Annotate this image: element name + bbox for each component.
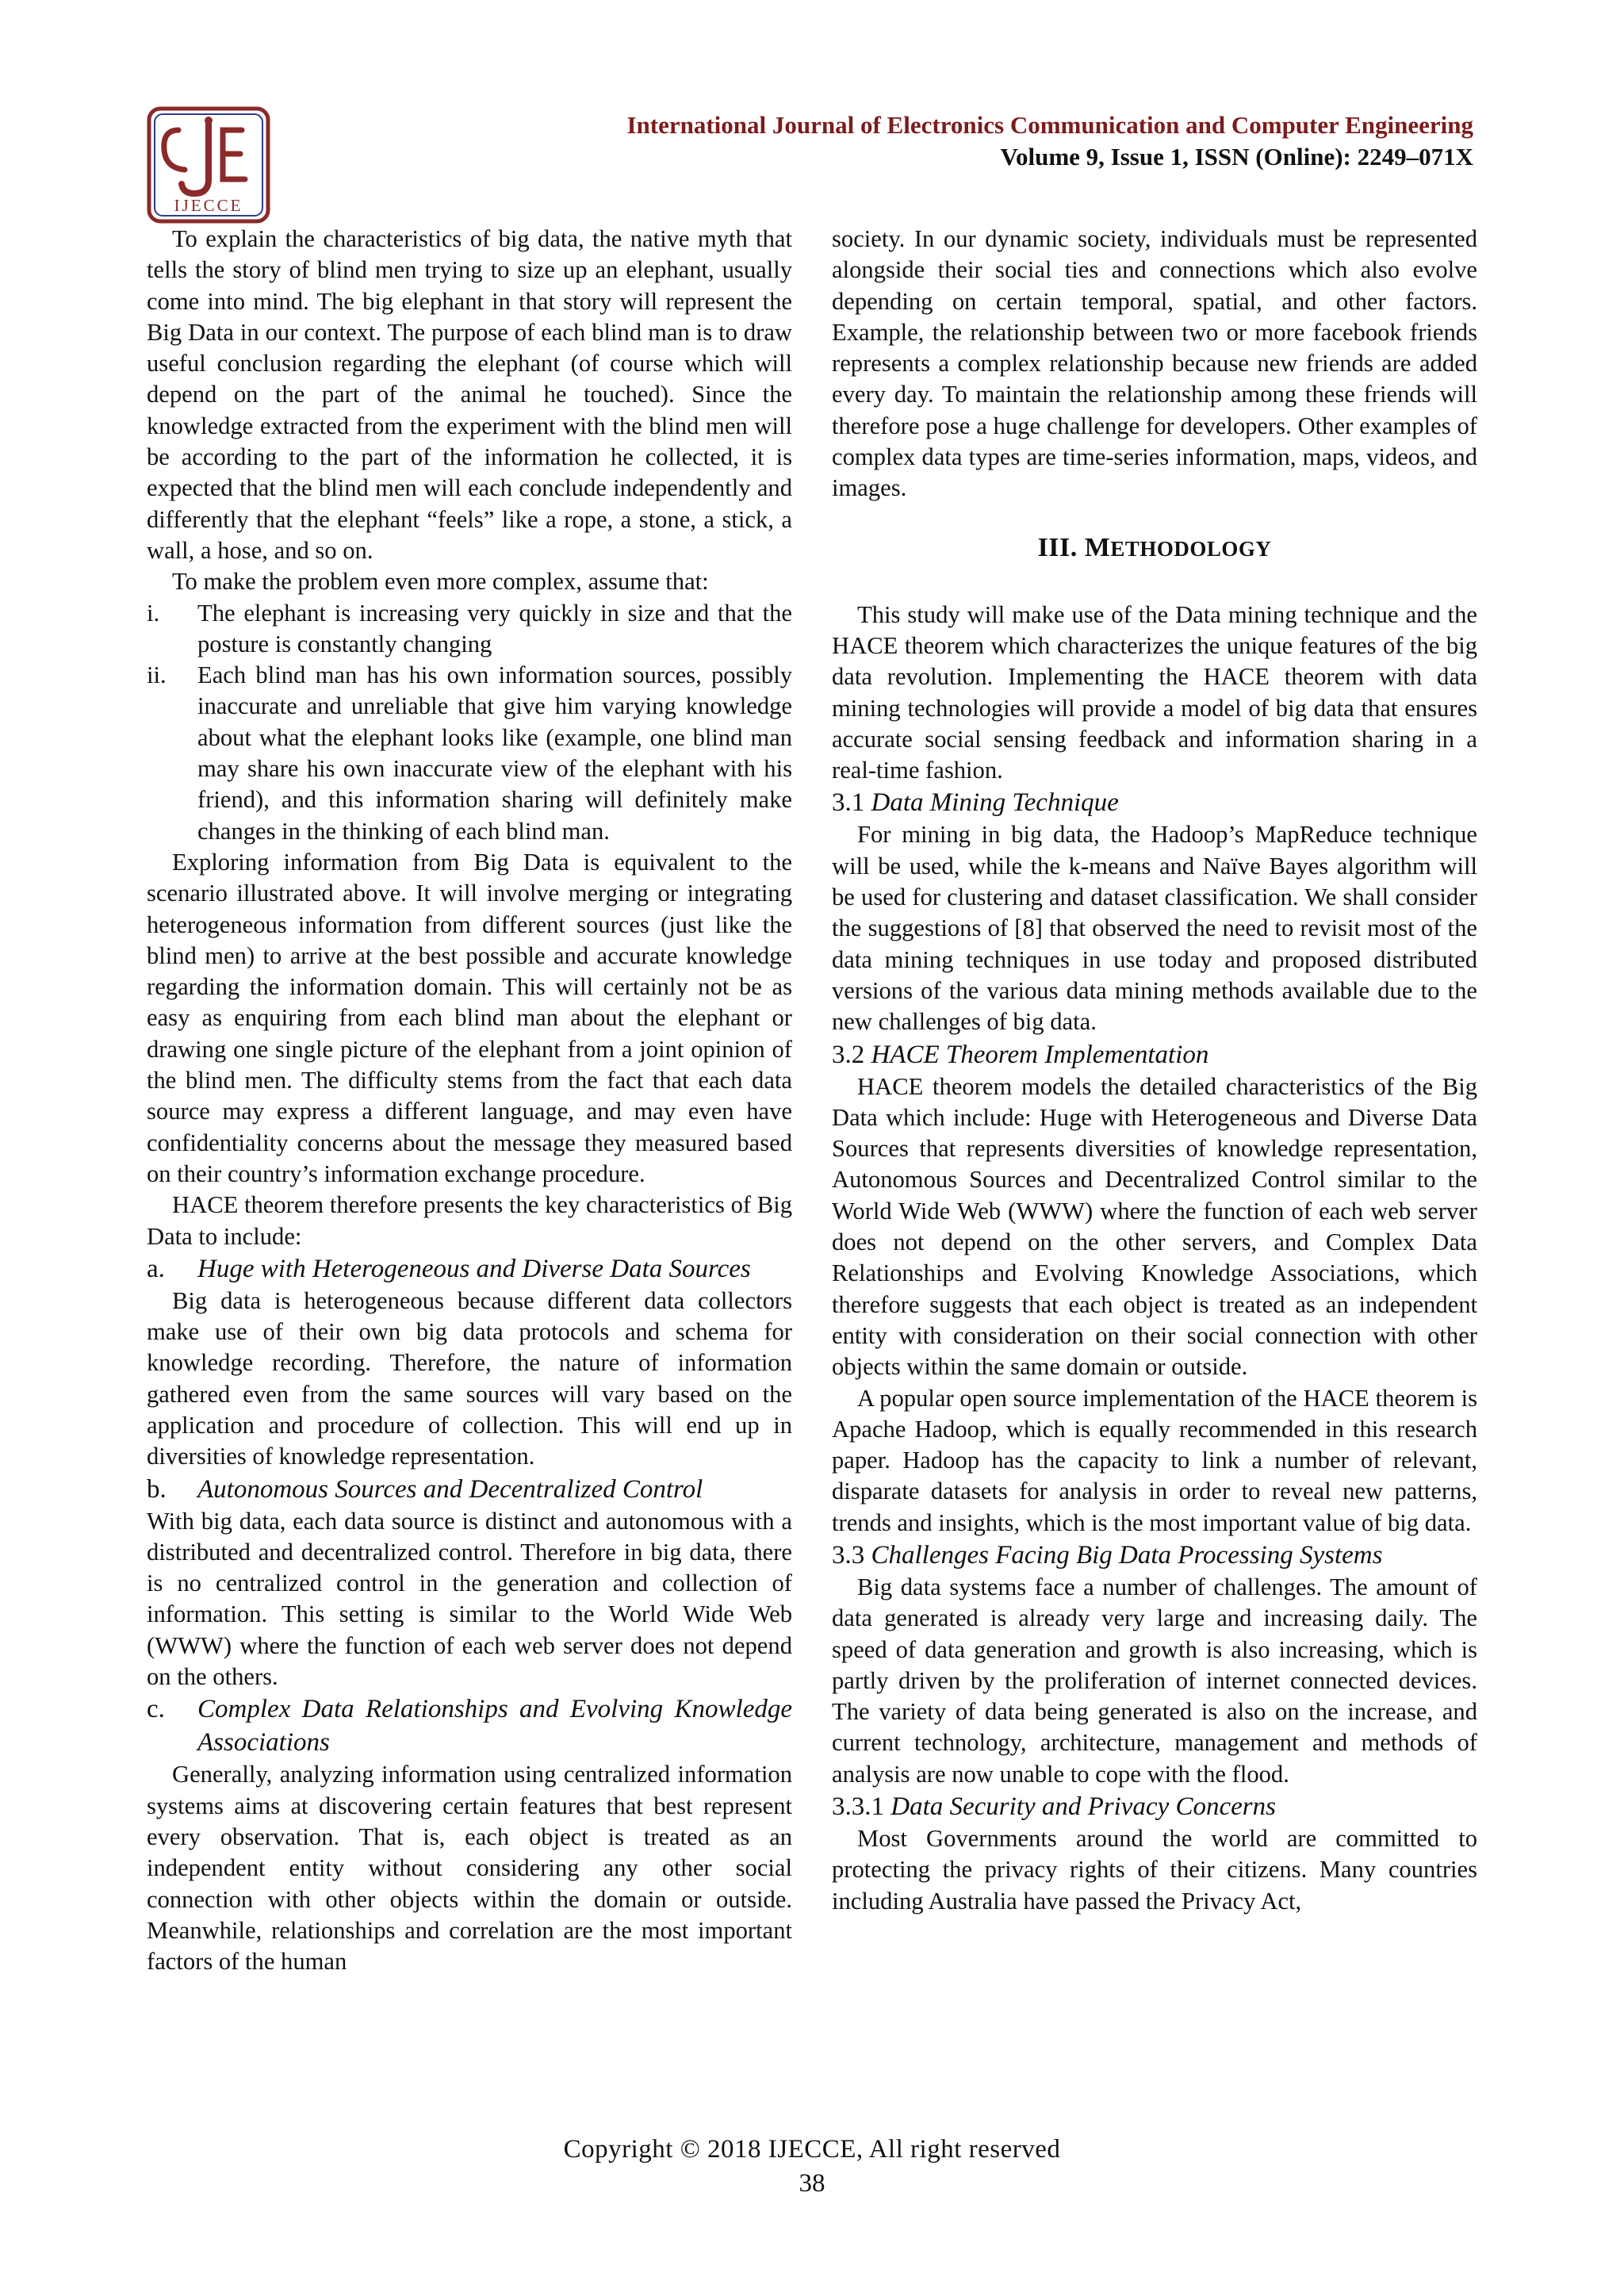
section-number: III. bbox=[1037, 532, 1078, 562]
paragraph: To make the problem even more complex, assume that: bbox=[172, 568, 709, 596]
section-title-rest: ETHODOLOGY bbox=[1110, 536, 1272, 561]
journal-volume: Volume 9, Issue 1, ISSN (Online): 2249–071X bbox=[1000, 143, 1473, 171]
subheading-marker: c. bbox=[147, 1695, 165, 1724]
left-column bbox=[147, 224, 792, 2115]
page-number: 38 bbox=[799, 2169, 825, 2198]
subsection-number: 3.3.1 bbox=[832, 1792, 884, 1822]
paragraph: With big data, each data source is distinct and autonomous with a distributed and decentralized control. Therefore in big data, there is no centralized control in the generation and collection of information. This setting is similar to the World Wide Web (WWW) where the function of each web server does not depend on the others. bbox=[147, 1507, 792, 1691]
subsection-title: Data Security and Privacy Concerns bbox=[891, 1792, 1276, 1822]
section-title-initial: M bbox=[1084, 532, 1111, 562]
list-item bbox=[147, 598, 792, 661]
journal-logo bbox=[147, 106, 270, 224]
subheading-title: Complex Data Relationships and Evolving Knowledge Associations bbox=[197, 1695, 792, 1757]
subheading-marker: a. bbox=[147, 1254, 165, 1283]
subsection-number: 3.1 bbox=[832, 788, 865, 818]
paragraph: A popular open source implementation of the HACE theorem is Apache Hadoop, which is equally recommended in this research paper. Hadoop has the capacity to link a number of relevant, disparate datasets for analysis in order to reveal new patterns, trends and insights, which is the most important value of big data. bbox=[832, 1384, 1477, 1536]
subsection-title: HACE Theorem Implementation bbox=[871, 1040, 1209, 1069]
paragraph: For mining in big data, the Hadoop’s MapReduce technique will be used, while the k-means and Naïve Bayes algorithm will be used for clustering and dataset classification. We shall consider the suggestions of [8] that observed the need to revisit most of the data mining techniques in use today and proposed distributed versions of the various data mining methods available due to the new challenges of big data. bbox=[832, 821, 1477, 1036]
paragraph: Most Governments around the world are committed to protecting the privacy rights of their citizens. Many countries including Australia have passed the Privacy Act, bbox=[832, 1825, 1477, 1915]
list-text: The elephant is increasing very quickly in size and that the posture is constantly changing bbox=[197, 599, 792, 657]
subheading-title: Huge with Heterogeneous and Diverse Data Sources bbox=[197, 1254, 751, 1283]
paragraph: HACE theorem therefore presents the key characteristics of Big Data to include: bbox=[147, 1191, 792, 1250]
subsection-heading-3-3 bbox=[832, 1539, 1477, 1572]
assumption-list bbox=[147, 598, 792, 847]
list-marker: ii. bbox=[147, 661, 167, 689]
copyright-footer: Copyright © 2018 IJECCE, All right reserved bbox=[563, 2135, 1061, 2164]
paragraph: Big data is heterogeneous because different data collectors make use of their own big data protocols and schema for knowledge recording. Therefore, the nature of information gathered even from the same sources will vary based on the application and procedure of collection. This will end up in diversities of knowledge representation. bbox=[147, 1286, 792, 1470]
subsection-title: Challenges Facing Big Data Processing Systems bbox=[871, 1540, 1383, 1570]
subsection-title: Data Mining Technique bbox=[871, 788, 1119, 818]
paragraph: Exploring information from Big Data is equivalent to the scenario illustrated above. It will involve merging or integrating heterogeneous information from different sources (just like the blind men) to arrive at the best possible and accurate knowledge regarding the information domain. This will certainly not be as easy as enquiring from each blind man about the elephant or drawing one single picture of the elephant from a joint opinion of the blind men. The difficulty stems from the fact that each data source may express a different language, and may even have confidentiality concerns about the message they measured based on their country’s information exchange procedure. bbox=[147, 848, 792, 1187]
subheading-a bbox=[147, 1252, 792, 1286]
subsection-heading-3-3-1 bbox=[832, 1790, 1477, 1823]
paragraph: To explain the characteristics of big data, the native myth that tells the story of blind men trying to size up an elephant, usually come into mind. The big elephant in that story will represent the Big Data in our context. The purpose of each blind man is to draw useful conclusion regarding the elephant (of course which will depend on the part of the animal he touched). Since the knowledge extracted from the experiment with the blind men will be according to the part of the information he collected, it is expected that the blind men will each conclude independently and differently that the elephant “feels” like a rope, a stone, a stick, a wall, a hose, and so on. bbox=[147, 225, 792, 564]
subheading-b bbox=[147, 1473, 792, 1506]
list-text: Each blind man has his own information sources, possibly inaccurate and unreliable that give him varying knowledge about what the elephant looks like (example, one blind man may share his own inaccurate view of the elephant with his friend), and this information sharing will definitely make changes in the thinking of each blind man. bbox=[197, 661, 792, 845]
subheading-c bbox=[147, 1692, 792, 1759]
right-column bbox=[832, 224, 1477, 2115]
subsection-number: 3.3 bbox=[832, 1540, 865, 1570]
paragraph: This study will make use of the Data mining technique and the HACE theorem which characterizes the unique features of the big data revolution. Implementing the HACE theorem with data mining technologies will provide a model of big data that ensures accurate social sensing feedback and information sharing in a real-time fashion. bbox=[832, 600, 1477, 784]
section-heading bbox=[832, 533, 1477, 563]
paragraph: society. In our dynamic society, individuals must be represented alongside their social ties and connections which also evolve depending on certain temporal, spatial, and other factors. Example, the relationship between two or more facebook friends represents a complex relationship because new friends are added every day. To maintain the relationship among these friends will therefore pose a huge challenge for developers. Other examples of complex data types are time-series information, maps, videos, and images. bbox=[832, 225, 1477, 502]
svg-text:IJECCE: IJECCE bbox=[174, 196, 243, 215]
subsection-number: 3.2 bbox=[832, 1040, 865, 1069]
paragraph: Generally, analyzing information using centralized information systems aims at discovering certain features that best represent every observation. That is, each object is treated as an independent entity without considering any other social connection with other objects within the domain or outside. Meanwhile, relationships and correlation are the most important factors of the human bbox=[147, 1761, 792, 1976]
paragraph: Big data systems face a number of challenges. The amount of data generated is already very large and increasing daily. The speed of data generation and growth is also increasing, which is partly driven by the proliferation of internet connected devices. The variety of data being generated is also on the increase, and current technology, architecture, management and methods of analysis are now unable to cope with the flood. bbox=[832, 1573, 1477, 1788]
paragraph: HACE theorem models the detailed characteristics of the Big Data which include: Huge with Heterogeneous and Diverse Data Sources that represents diversities of knowledge representation, Autonomous Sources and Decentralized Control similar to the World Wide Web (WWW) where the function of each web server does not depend on the other servers, and Complex Data Relationships and Evolving Knowledge Associations, which therefore suggests that each object is treated as an independent entity with consideration on their social connection with other objects within the same domain or outside. bbox=[832, 1072, 1477, 1381]
list-item bbox=[147, 660, 792, 847]
journal-title: International Journal of Electronics Communication and Computer Engineering bbox=[626, 111, 1473, 139]
subheading-title: Autonomous Sources and Decentralized Control bbox=[197, 1474, 703, 1504]
subheading-marker: b. bbox=[147, 1474, 167, 1504]
subsection-heading-3-1 bbox=[832, 786, 1477, 819]
list-marker: i. bbox=[147, 599, 160, 627]
subsection-heading-3-2 bbox=[832, 1038, 1477, 1071]
